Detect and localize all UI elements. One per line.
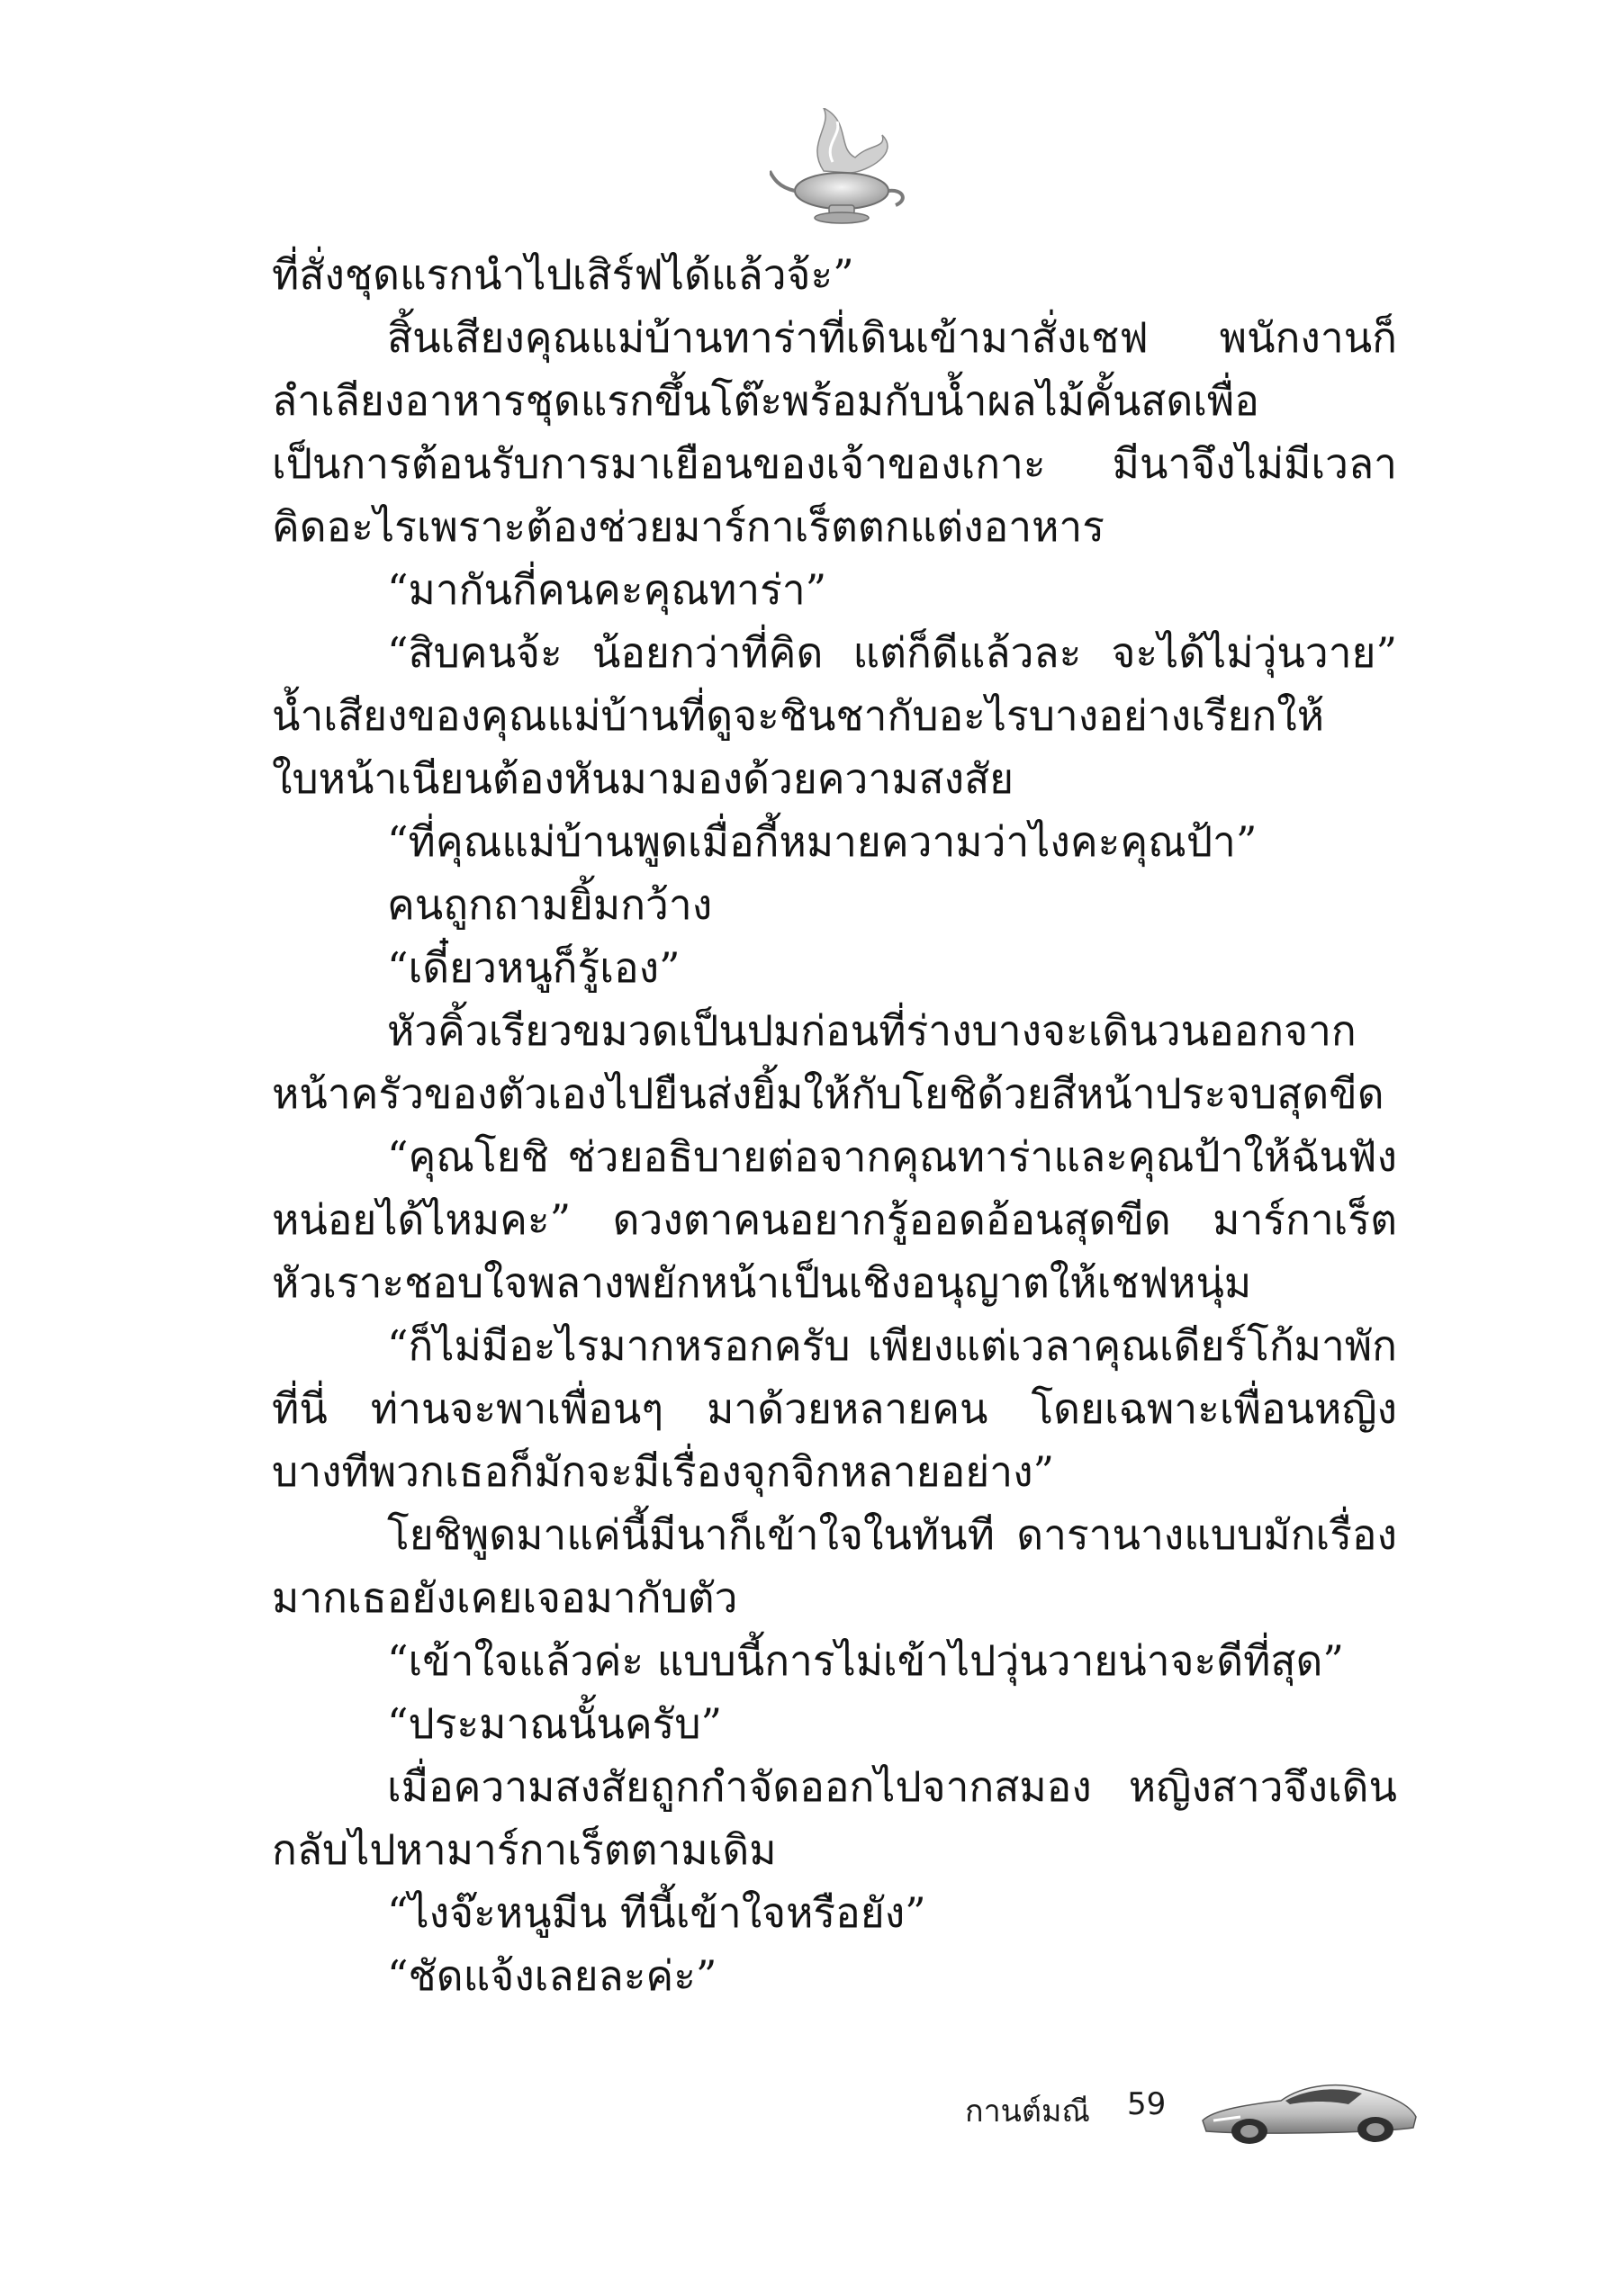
paragraph: คนถูกถามยิ้มกว้าง (387, 880, 713, 929)
paragraph: โยชิพูดมาแค่นี้มีนาก็เข้าใจในทันที ดารานางแบบมักเรื่องมากเธอยังเคยเจอมากับตัว (272, 1510, 1397, 1622)
paragraph: เมื่อความสงสัยถูกกำจัดออกไปจากสมอง หญิงสาวจึงเดินกลับไปหามาร์กาเร็ตตามเดิม (272, 1762, 1397, 1874)
paragraph: สิ้นเสียงคุณแม่บ้านทาร่าที่เดินเข้ามาสั่งเชฟ พนักงานก็ลำเลียงอาหารชุดแรกขึ้นโต๊ะพร้อมกับน้ำผลไม้คั้นสดเพื่อเป็นการต้อนรับการมาเยือนของเจ้าของเกาะ มีนาจึงไม่มีเวลาคิดอะไรเพราะต้องช่วยมาร์กาเร็ตตกแต่งอาหาร (272, 313, 1397, 551)
page-footer (954, 2061, 1422, 2151)
paragraph: “ก็ไม่มีอะไรมากหรอกครับ เพียงแต่เวลาคุณเดียร์โก้มาพักที่นี่ ท่านจะพาเพื่อนๆ มาด้วยหลายคน โดยเฉพาะเพื่อนหญิง บางทีพวกเธอก็มักจะมีเรื่องจุกจิกหลายอย่าง” (272, 1321, 1397, 1496)
paragraph: “คุณโยชิ ช่วยอธิบายต่อจากคุณทาร่าและคุณป้าให้ฉันฟังหน่อยได้ไหมคะ” ดวงตาคนอยากรู้ออดอ้อนสุดขีด มาร์กาเร็ตหัวเราะชอบใจพลางพยักหน้าเป็นเชิงอนุญาตให้เชฟหนุ่ม (272, 1132, 1397, 1307)
body-text (272, 243, 1397, 2007)
dialogue-line: “ประมาณนั้นครับ” (387, 1699, 723, 1748)
dialogue-line: “ที่คุณแม่บ้านพูดเมื่อกี้หมายความว่าไงคะคุณป้า” (387, 817, 1258, 866)
paragraph: ที่สั่งชุดแรกนำไปเสิร์ฟได้แล้วจ้ะ” (272, 250, 854, 299)
dialogue-line: “เดี๋ยวหนูก็รู้เอง” (387, 943, 681, 992)
paragraph: “สิบคนจ้ะ น้อยกว่าที่คิด แต่ก็ดีแล้วละ จะได้ไม่วุ่นวาย” น้ำเสียงของคุณแม่บ้านที่ดูจะชินชากับอะไรบางอย่างเรียกให้ใบหน้าเนียนต้องหันมามองด้วยความสงสัย (272, 628, 1397, 803)
sports-car-icon (1195, 2065, 1420, 2147)
magic-lamp-icon (770, 108, 914, 225)
page-number: 59 (1127, 2086, 1167, 2122)
dialogue-line: “ไงจ๊ะหนูมีน ทีนี้เข้าใจหรือยัง” (387, 1888, 926, 1937)
paragraph: หัวคิ้วเรียวขมวดเป็นปมก่อนที่ร่างบางจะเดินวนออกจากหน้าครัวของตัวเองไปยืนส่งยิ้มให้กับโยชิด้วยสีหน้าประจบสุดขีด (272, 1006, 1384, 1118)
dialogue-line: “เข้าใจแล้วค่ะ แบบนี้การไม่เข้าไปวุ่นวายน่าจะดีที่สุด” (387, 1636, 1344, 1685)
dialogue-line: “ชัดแจ้งเลยละค่ะ” (387, 1951, 717, 2000)
author-name: กานต์มณี (965, 2093, 1090, 2129)
dialogue-line: “มากันกี่คนคะคุณทาร่า” (387, 565, 827, 614)
